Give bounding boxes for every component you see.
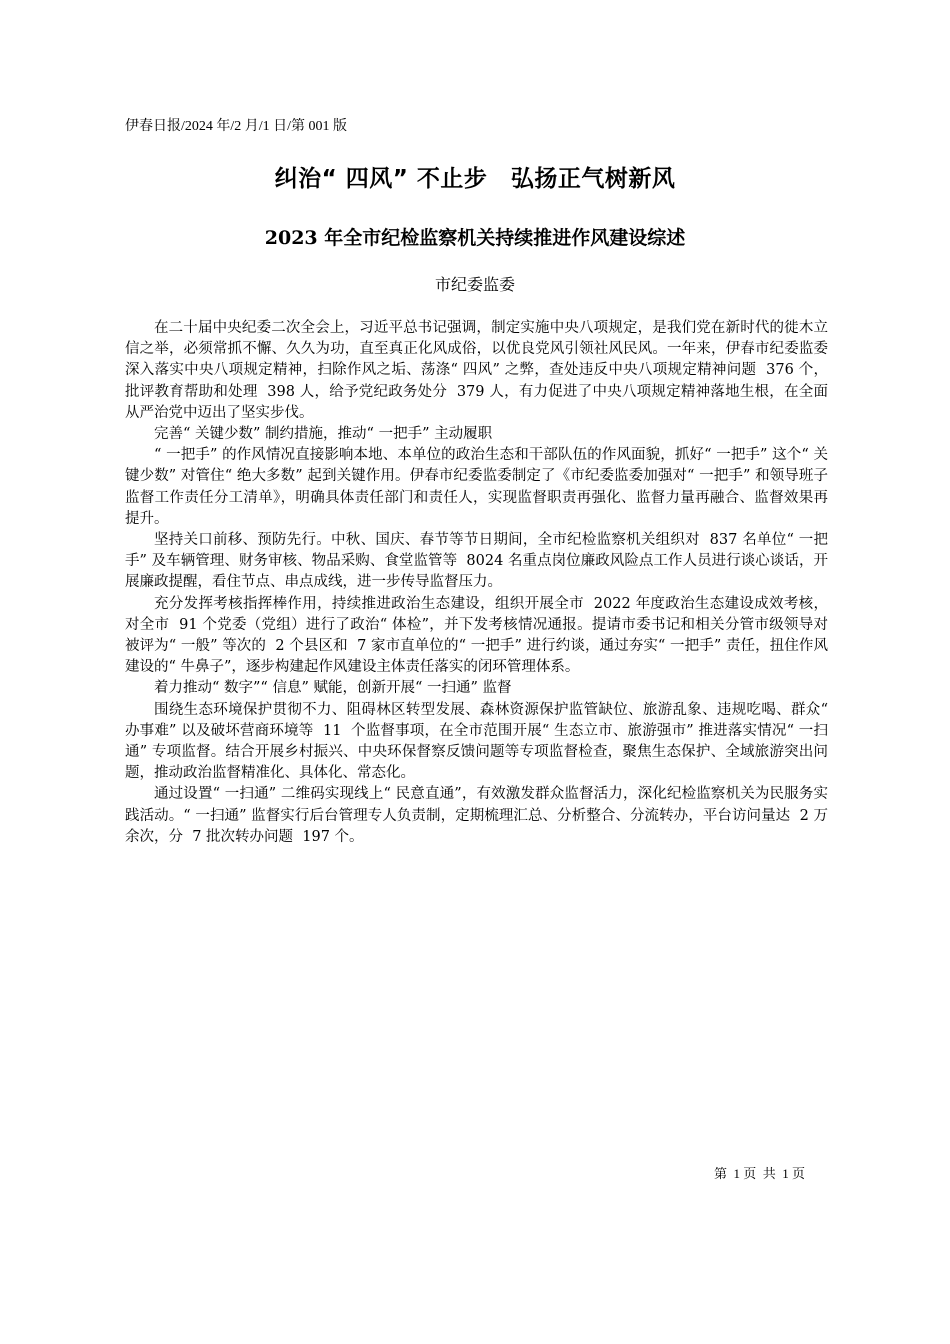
section-heading: 着力推动“ 数字”“ 信息” 赋能，创新开展“ 一扫通” 监督 [154,680,512,697]
source-line: 伊春日报/2024 年/2 月/1 日/第 001 版 [125,119,348,134]
main-title: 纠治“ 四风” 不止步 弘扬正气树新风 [274,166,676,192]
author: 市纪委监委 [434,275,515,294]
page-footer: 第 1 页 共 1 页 [714,1166,806,1181]
subtitle: 2023 年全市纪检监察机关持续推进作风建设综述 [264,227,686,249]
paragraph: “ 一把手” 的作风情况直接影响本地、本单位的政治生态和干部队伍的作风面貌，抓好“ 一把手” 这个“ 关键少数” 对管住“ 绝大多数” 起到关键作用。伊春市纪委监委制定了《市纪委监委加强对“ 一把手” 和领导班子监督工作责任分工清单》，明确具体责任部门和责任人，实现监督职责再强化、监督力量再融合、监督效果再提升。 [125,447,828,527]
paragraph: 在二十届中央纪委二次全会上，习近平总书记强调，制定实施中央八项规定，是我们党在新时代的徙木立信之举，必须常抓不懈、久久为功，直至真正化风成俗，以优良党风引领社风民风。一年来，伊春市纪委监委深入落实中央八项规定精神，扫除作风之垢、荡涤“ 四风” 之弊，查处违反中央八项规定精神问题 376 个，批评教育帮助和处理 398 人，给予党纪政务处分 379 人，有力促进了中央八项规定精神落地生根，在全面从严治党中迈出了坚实步伐。 [125,320,828,421]
section-heading: 完善“ 关键少数” 制约措施，推动“ 一把手” 主动履职 [154,426,493,443]
paragraph: 围绕生态环境保护贯彻不力、阻碍林区转型发展、森林资源保护监管缺位、旅游乱象、违规吃喝、群众“ 办事难” 以及破坏营商环境等 11 个监督事项，在全市范围开展“ 生态立市、旅游强市” 推进落实情况“ 一扫通” 专项监督。结合开展乡村振兴、中央环保督察反馈问题等专项监督检查，聚焦生态保护、全域旅游突出问题，推动政治监督精准化、具体化、常态化。 [125,701,833,782]
article-body [125,318,833,848]
paragraph: 通过设置“ 一扫通” 二维码实现线上“ 民意直通”，有效激发群众监督活力，深化纪检监察机关为民服务实践活动。“ 一扫通” 监督实行后台管理专人负责制，定期梳理汇总、分析整合、分流转办，平台访问量达 2 万余次，分 7 批次转办问题 197 个。 [125,786,828,845]
paragraph: 充分发挥考核指挥棒作用，持续推进政治生态建设，组织开展全市 2022 年度政治生态建设成效考核，对全市 91 个党委（党组）进行了政治“ 体检”，并下发考核情况通报。提请市委书记和相关分管市级领导对被评为“ 一般” 等次的 2 个县区和 7 家市直单位的“ 一把手” 进行约谈，通过夯实“ 一把手” 责任，扭住作风建设的“ 牛鼻子”，逐步构建起作风建设主体责任落实的闭环管理体系。 [125,595,828,676]
paragraph: 坚持关口前移、预防先行。中秋、国庆、春节等节日期间，全市纪检监察机关组织对 837 名单位“ 一把手” 及车辆管理、财务审核、物品采购、食堂监管等 8024 名重点岗位廉政风险点工作人员进行谈心谈话，开展廉政提醒，看住节点、串点成线，进一步传导监督压力。 [125,532,828,591]
